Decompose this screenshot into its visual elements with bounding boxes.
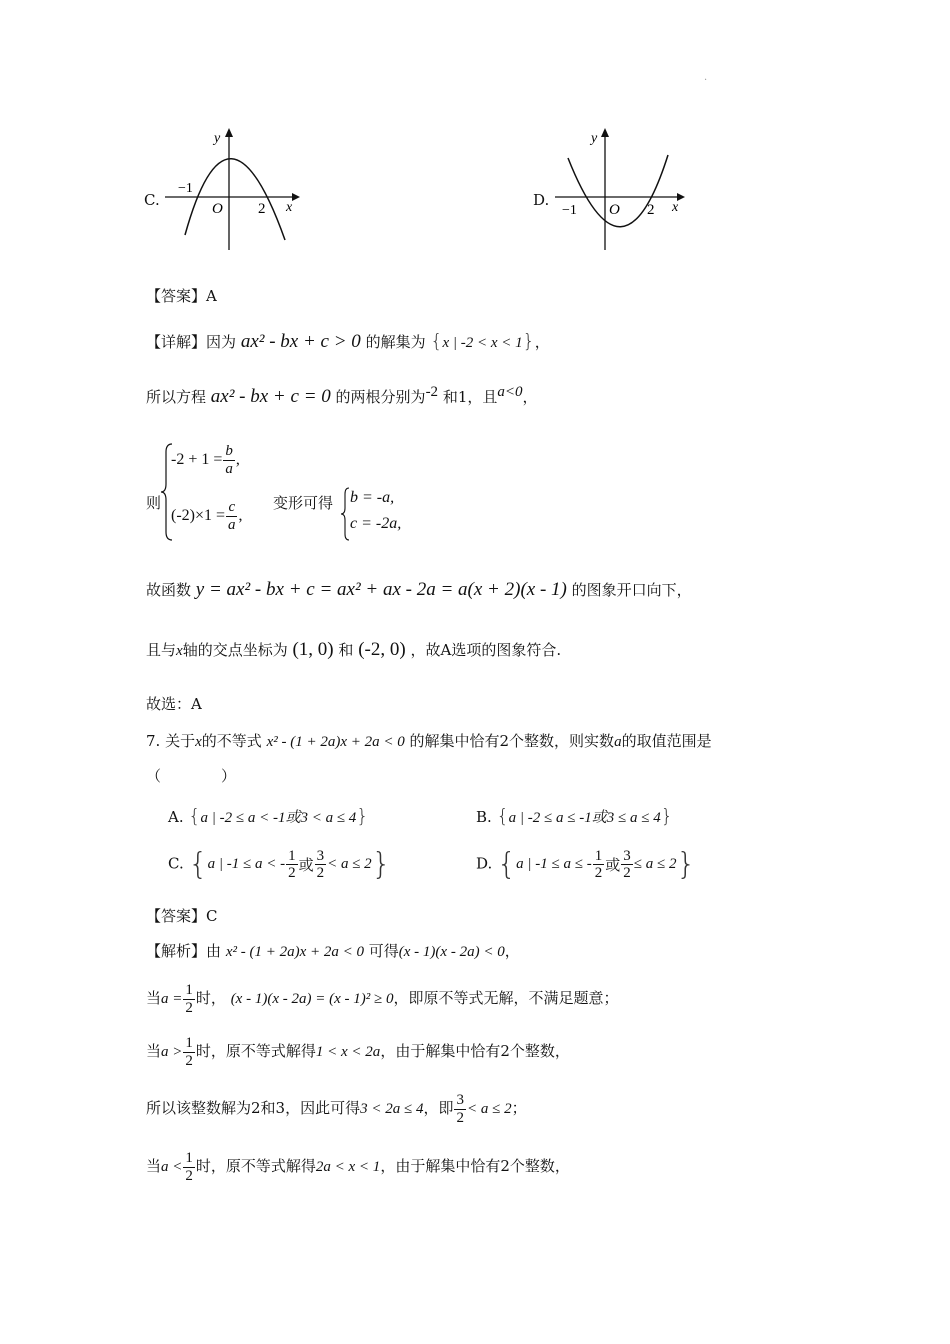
analysis-line-1: 【解析】由 x² - (1 + 2a)x + 2a < 0 可得(x - 1)(x - 2a) < 0， [146, 942, 520, 960]
graph-d-upward-parabola [550, 125, 690, 255]
detail-condition: a<0 [497, 384, 523, 400]
detail-tag: 【详解】 [146, 333, 207, 351]
page-mark: . [704, 72, 708, 83]
analysis-line-2: 当a = $\frac{1}{2}$ 时， (x - 1)(x - 2a) = (x - 1)² ≥ 0，即原不等式无解，不满足题意； [146, 982, 619, 1016]
detail-inequality: ax² - bx + c > 0 [240, 331, 361, 352]
system-1-row-1: -2 + 1 = [171, 451, 223, 468]
option-d-graph-label: D. [533, 191, 550, 209]
graph-d-y-label: y [591, 131, 598, 146]
system-2-row-1: b = -a, [350, 489, 395, 506]
option-b[interactable]: B. {a | -2 ≤ a ≤ -1或3 ≤ a ≤ 4} [476, 805, 673, 827]
system-2-brace [340, 486, 350, 542]
graph-d-neg1-label: −1 [562, 203, 577, 218]
detail-root: -2 [425, 384, 439, 400]
system-2 [350, 489, 401, 533]
detail-line-1: 【详解】因为 ax² - bx + c > 0 的解集为 {x | -2 < x < 1}， [146, 330, 550, 352]
answer-7: 【答案】C [146, 907, 218, 925]
system-1-row-2: (-2)×1 = [171, 507, 226, 524]
option-c[interactable]: C. {a | -1 ≤ a < - $\frac{1}{2}$ 或 $\frac{3}{2}$ < a ≤ 2} [168, 847, 391, 882]
detail-equation: ax² - bx + c = 0 [210, 386, 331, 407]
graph-d-y-arrow [601, 128, 609, 137]
option-d[interactable]: D. {a | -1 ≤ a ≤ - $\frac{1}{2}$ 或 $\frac{3}{2}$ ≤ a ≤ 2} [476, 847, 696, 882]
intercept-1: (1, 0) [292, 639, 334, 660]
detail-transform: 变形可得 [273, 494, 334, 512]
detail-then: 则 [146, 494, 162, 512]
detail-function: y = ax² - bx + c = ax² + ax - 2a = a(x + 2)(x - 1) [195, 579, 567, 600]
system-2-row-2: c = -2a, [350, 515, 402, 532]
graph-d-origin-label: O [609, 202, 620, 218]
graph-c-y-label: y [214, 131, 221, 146]
graph-c-x-arrow [292, 193, 300, 201]
option-a[interactable]: A. {a | -2 ≤ a < -1或3 < a ≤ 4} [168, 805, 369, 827]
graph-d-two-label: 2 [647, 202, 655, 218]
detail-solution-set: x | -2 < x < 1 [442, 335, 523, 351]
analysis-tag: 【解析】 [146, 942, 207, 960]
detail-line-2: 所以方程 ax² - bx + c = 0 的两根分别为-2 和1，且a<0， [146, 384, 538, 407]
detail-line-4: 故函数 y = ax² - bx + c = ax² + ax - 2a = a(x + 2)(x - 1) 的图象开口向下， [146, 579, 692, 600]
graph-c-x-label: x [286, 200, 293, 215]
question-7-stem: 7. 关于x的不等式 x² - (1 + 2a)x + 2a < 0 的解集中恰有2个整数，则实数a的取值范围是 [146, 732, 712, 750]
question-7-inequality: x² - (1 + 2a)x + 2a < 0 [266, 734, 405, 750]
graph-c-y-arrow [225, 128, 233, 137]
graph-c-origin-label: O [212, 201, 223, 217]
detail-conclusion: 故选：A [146, 695, 202, 713]
graph-c-curve [185, 159, 285, 240]
detail-line-5: 且与x轴的交点坐标为 (1, 0) 和 (-2, 0) ，故A选项的图象符合. [146, 639, 562, 660]
graph-c-two-label: 2 [258, 201, 266, 217]
graph-d-x-label: x [672, 200, 679, 215]
analysis-line-4: 所以该整数解为2和3，因此可得3 < 2a ≤ 4，即 $\frac{3}{2}$ < a ≤ 2； [146, 1092, 527, 1126]
graph-c-downward-parabola [160, 125, 300, 255]
answer-6: 【答案】A [146, 287, 217, 305]
intercept-2: (-2, 0) [358, 639, 406, 660]
option-c-graph-label: C. [144, 191, 160, 209]
question-7-blank: （ ） [146, 767, 237, 785]
graph-c-neg1-label: −1 [178, 181, 193, 196]
analysis-line-3: 当a > $\frac{1}{2}$ 时，原不等式解得1 < x < 2a，由于解集中恰有2个整数， [146, 1035, 570, 1069]
system-1: -2 + 1 = $\frac{b}{a}$ , (-2)×1 = $\frac{c}{a}$ , [171, 443, 243, 533]
analysis-line-5: 当a < $\frac{1}{2}$ 时，原不等式解得2a < x < 1，由于解集中恰有2个整数， [146, 1150, 570, 1184]
